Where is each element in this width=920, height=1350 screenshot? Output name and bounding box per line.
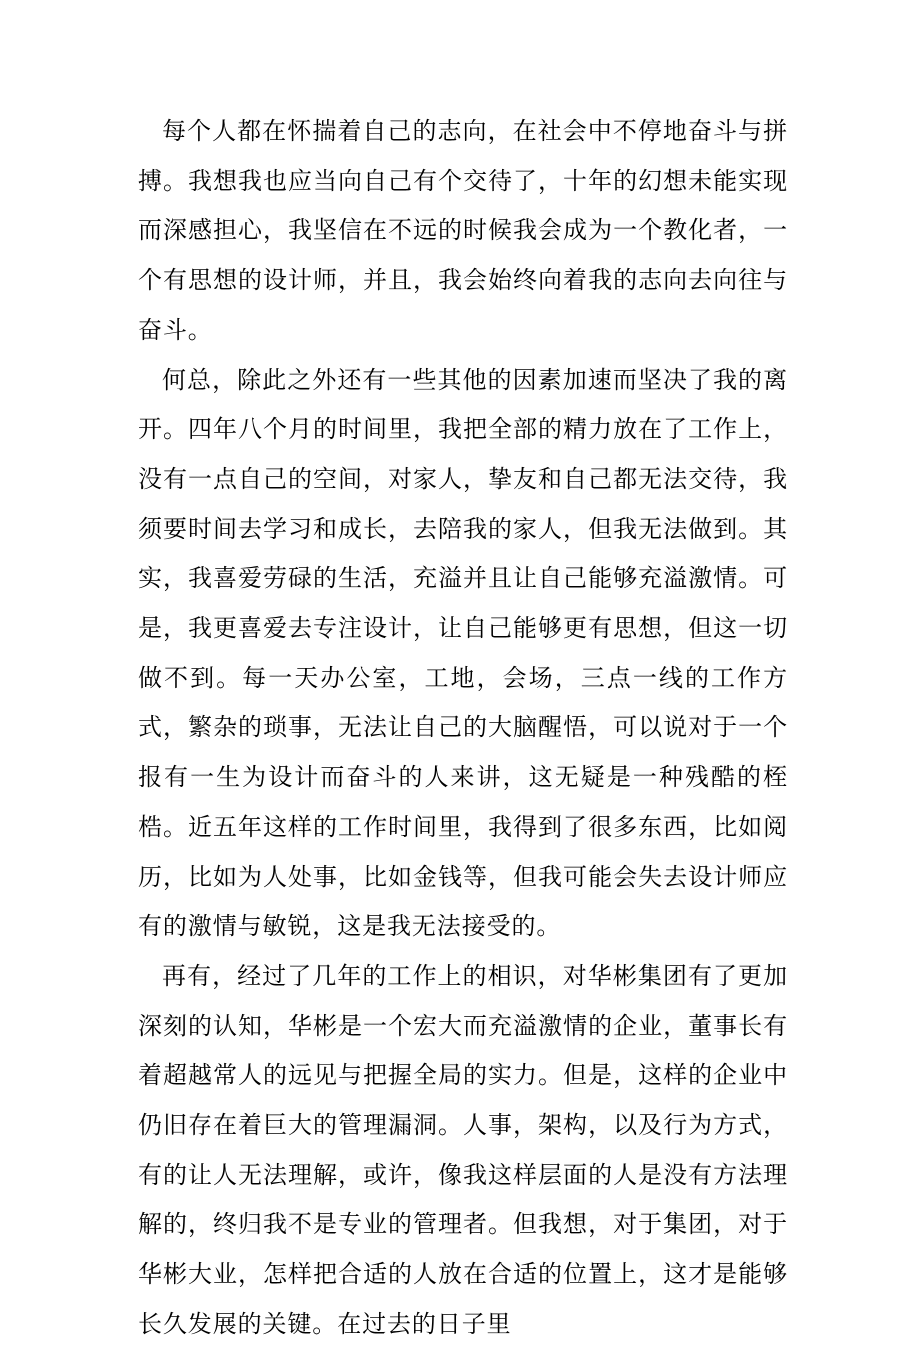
paragraph-2: 何总，除此之外还有一些其他的因素加速而坚决了我的离开。四年八个月的时间里，我把全部的精力放在了工作上，没有一点自己的空间，对家人，挚友和自己都无法交待，我须要时间去学习和成长，去陪我的家人，但我无法做到。其实，我喜爱劳碌的生活，充溢并且让自己能够充溢激情。可是，我更喜爱去专注设计，让自己能够更有思想，但这一切做不到。每一天办公室，工地，会场，三点一线的工作方式，繁杂的琐事，无法让自己的大脑醒悟，可以说对于一个报有一生为设计而奋斗的人来讲，这无疑是一种残酷的桎梏。近五年这样的工作时间里，我得到了很多东西，比如阅历，比如为人处事，比如金钱等，但我可能会失去设计师应有的激情与敏锐，这是我无法接受的。 [138, 365, 788, 941]
document-body [138, 107, 788, 1350]
paragraph-1: 每个人都在怀揣着自己的志向，在社会中不停地奋斗与拼搏。我想我也应当向自己有个交待了，十年的幻想未能实现而深感担心，我坚信在不远的时候我会成为一个教化者，一个有思想的设计师，并且，我会始终向着我的志向去向往与奋斗。 [138, 117, 788, 344]
paragraph-3: 再有，经过了几年的工作上的相识，对华彬集团有了更加深刻的认知，华彬是一个宏大而充溢激情的企业，董事长有着超越常人的远见与把握全局的实力。但是，这样的企业中仍旧存在着巨大的管理漏洞。人事，架构，以及行为方式，有的让人无法理解，或许，像我这样层面的人是没有方法理解的，终归我不是专业的管理者。但我想，对于集团，对于华彬大业，怎样把合适的人放在合适的位置上，这才是能够长久发展的关键。在过去的日子里 [138, 961, 788, 1338]
